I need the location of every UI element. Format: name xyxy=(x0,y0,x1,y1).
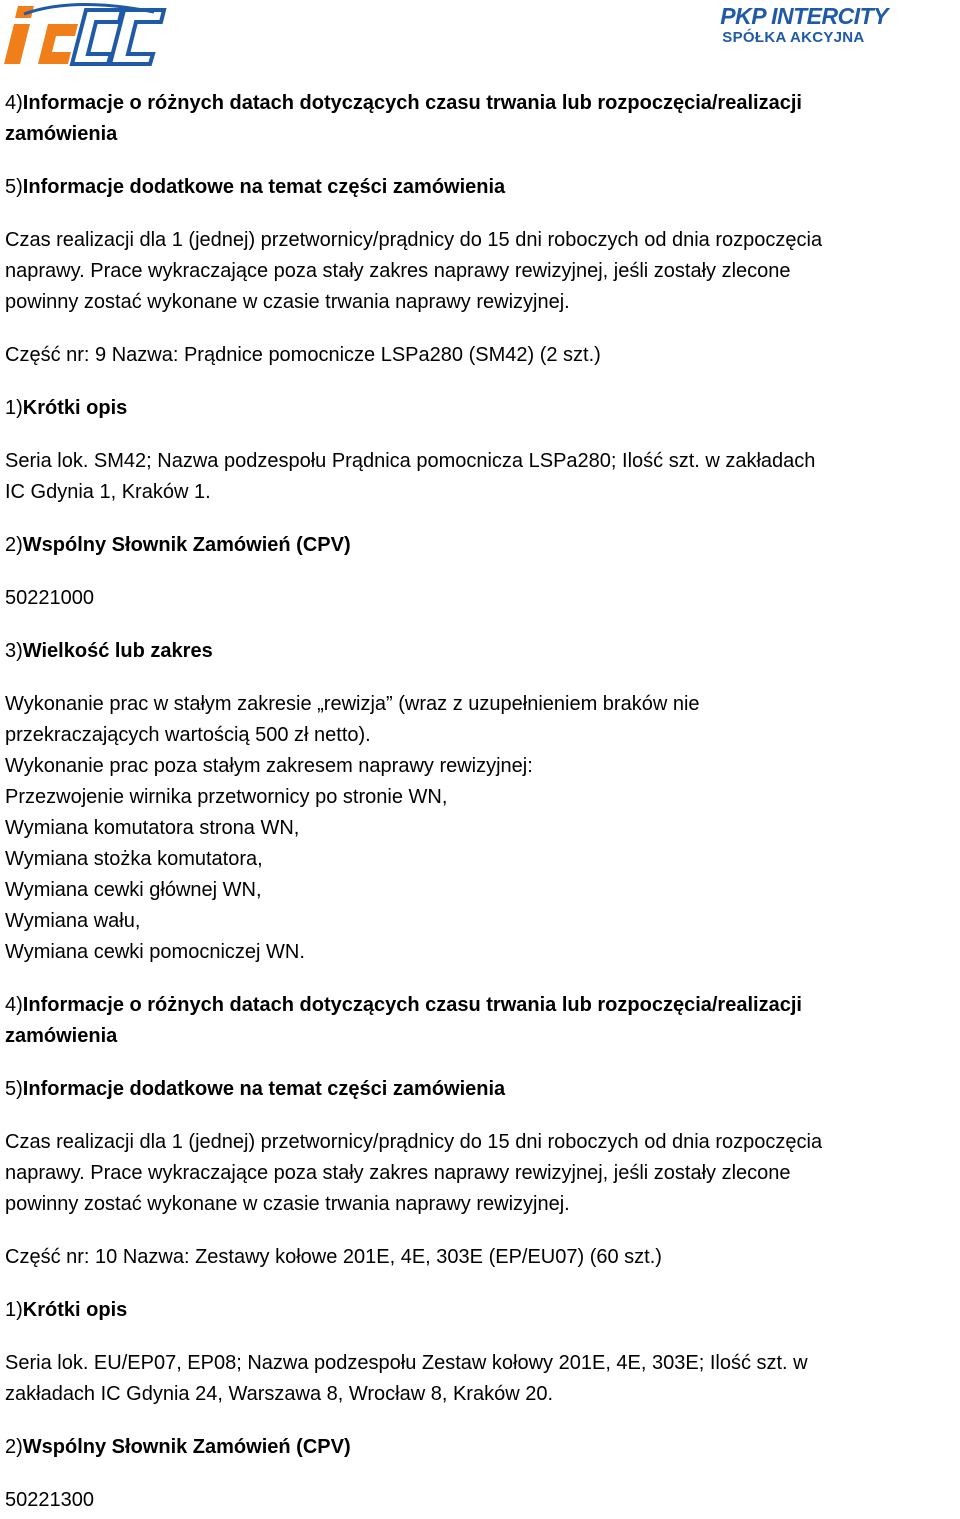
section-heading xyxy=(5,1432,957,1463)
section-heading xyxy=(5,88,957,119)
section-heading xyxy=(5,393,957,424)
text-line: Seria lok. SM42; Nazwa podzespołu Prądnica pomocnicza LSPa280; Ilość szt. w zakładach xyxy=(5,450,816,472)
text-line: Czas realizacji dla 1 (jednej) przetwornicy/prądnicy do 15 dni roboczych od dnia rozpoczęcia xyxy=(5,1131,823,1153)
heading-text: zamówienia xyxy=(5,1025,118,1047)
text-line: naprawy. Prace wykraczające poza stały zakres naprawy rewizyjnej, jeśli zostały zlecone xyxy=(5,1162,791,1184)
text-line: Wymiana wału, xyxy=(5,910,141,932)
heading-text: zamówienia xyxy=(5,123,118,145)
text-line: zakładach IC Gdynia 24, Warszawa 8, Wrocław 8, Kraków 20. xyxy=(5,1383,554,1405)
text-line: powinny zostać wykonane w czasie trwania naprawy rewizyjnej. xyxy=(5,291,570,313)
text-line: Wymiana komutatora strona WN, xyxy=(5,817,300,839)
text-line: Część nr: 10 Nazwa: Zestawy kołowe 201E, 4E, 303E (EP/EU07) (60 szt.) xyxy=(5,1246,662,1268)
text-line: Wymiana cewki głównej WN, xyxy=(5,879,262,901)
heading-number: 3) xyxy=(5,640,23,662)
brand-subtitle: SPÓŁKA AKCYJNA xyxy=(722,29,865,46)
heading-number: 1) xyxy=(5,1299,23,1321)
heading-text: Wspólny Słownik Zamówień (CPV) xyxy=(22,534,351,556)
heading-number: 2) xyxy=(5,534,23,556)
pkp-intercity-logo xyxy=(720,4,888,48)
section-heading xyxy=(5,1295,957,1326)
text-line: Wymiana cewki pomocniczej WN. xyxy=(5,941,305,963)
text-line: Przezwojenie wirnika przetwornicy po stronie WN, xyxy=(5,786,448,808)
text-line: Seria lok. EU/EP07, EP08; Nazwa podzespołu Zestaw kołowy 201E, 4E, 303E; Ilość szt. w xyxy=(5,1352,808,1374)
text-line: powinny zostać wykonane w czasie trwania naprawy rewizyjnej. xyxy=(5,1193,570,1215)
text-line: IC Gdynia 1, Kraków 1. xyxy=(5,481,211,503)
text-line: 50221300 xyxy=(5,1489,94,1511)
heading-number: 1) xyxy=(5,397,23,419)
section-heading xyxy=(5,1074,957,1105)
heading-text: Wspólny Słownik Zamówień (CPV) xyxy=(22,1436,351,1458)
heading-text: Informacje o różnych datach dotyczących czasu trwania lub rozpoczęcia/realizacji xyxy=(22,994,802,1016)
section-heading xyxy=(5,119,957,150)
heading-text: Informacje dodatkowe na temat części zamówienia xyxy=(22,1078,506,1100)
heading-number: 5) xyxy=(5,176,23,198)
text-line: Wykonanie prac w stałym zakresie „rewizja” (wraz z uzupełnieniem braków nie xyxy=(5,693,700,715)
heading-text: Wielkość lub zakres xyxy=(22,640,213,662)
section-heading xyxy=(5,636,957,667)
heading-number: 4) xyxy=(5,994,23,1016)
section-heading xyxy=(5,172,957,203)
intercity-logo-icon xyxy=(4,2,170,66)
heading-text: Krótki opis xyxy=(22,1299,128,1321)
heading-number: 5) xyxy=(5,1078,23,1100)
text-line: Wykonanie prac poza stałym zakresem naprawy rewizyjnej: xyxy=(5,755,533,777)
page-header xyxy=(0,0,960,70)
text-line: przekraczających wartością 500 zł netto). xyxy=(5,724,371,746)
text-line: naprawy. Prace wykraczające poza stały zakres naprawy rewizyjnej, jeśli zostały zlecone xyxy=(5,260,791,282)
brand-name: PKP INTERCITY xyxy=(720,3,888,29)
section-heading xyxy=(5,990,957,1021)
heading-text: Informacje o różnych datach dotyczących czasu trwania lub rozpoczęcia/realizacji xyxy=(22,92,802,114)
section-heading xyxy=(5,1021,957,1052)
document-body xyxy=(5,88,957,1516)
heading-number: 4) xyxy=(5,92,23,114)
text-line: Część nr: 9 Nazwa: Prądnice pomocnicze LSPa280 (SM42) (2 szt.) xyxy=(5,344,601,366)
text-line: Czas realizacji dla 1 (jednej) przetwornicy/prądnicy do 15 dni roboczych od dnia rozpoczęcia xyxy=(5,229,823,251)
heading-number: 2) xyxy=(5,1436,23,1458)
heading-text: Krótki opis xyxy=(22,397,128,419)
section-heading xyxy=(5,530,957,561)
text-line: 50221000 xyxy=(5,587,94,609)
heading-text: Informacje dodatkowe na temat części zamówienia xyxy=(22,176,506,198)
text-line: Wymiana stożka komutatora, xyxy=(5,848,263,870)
